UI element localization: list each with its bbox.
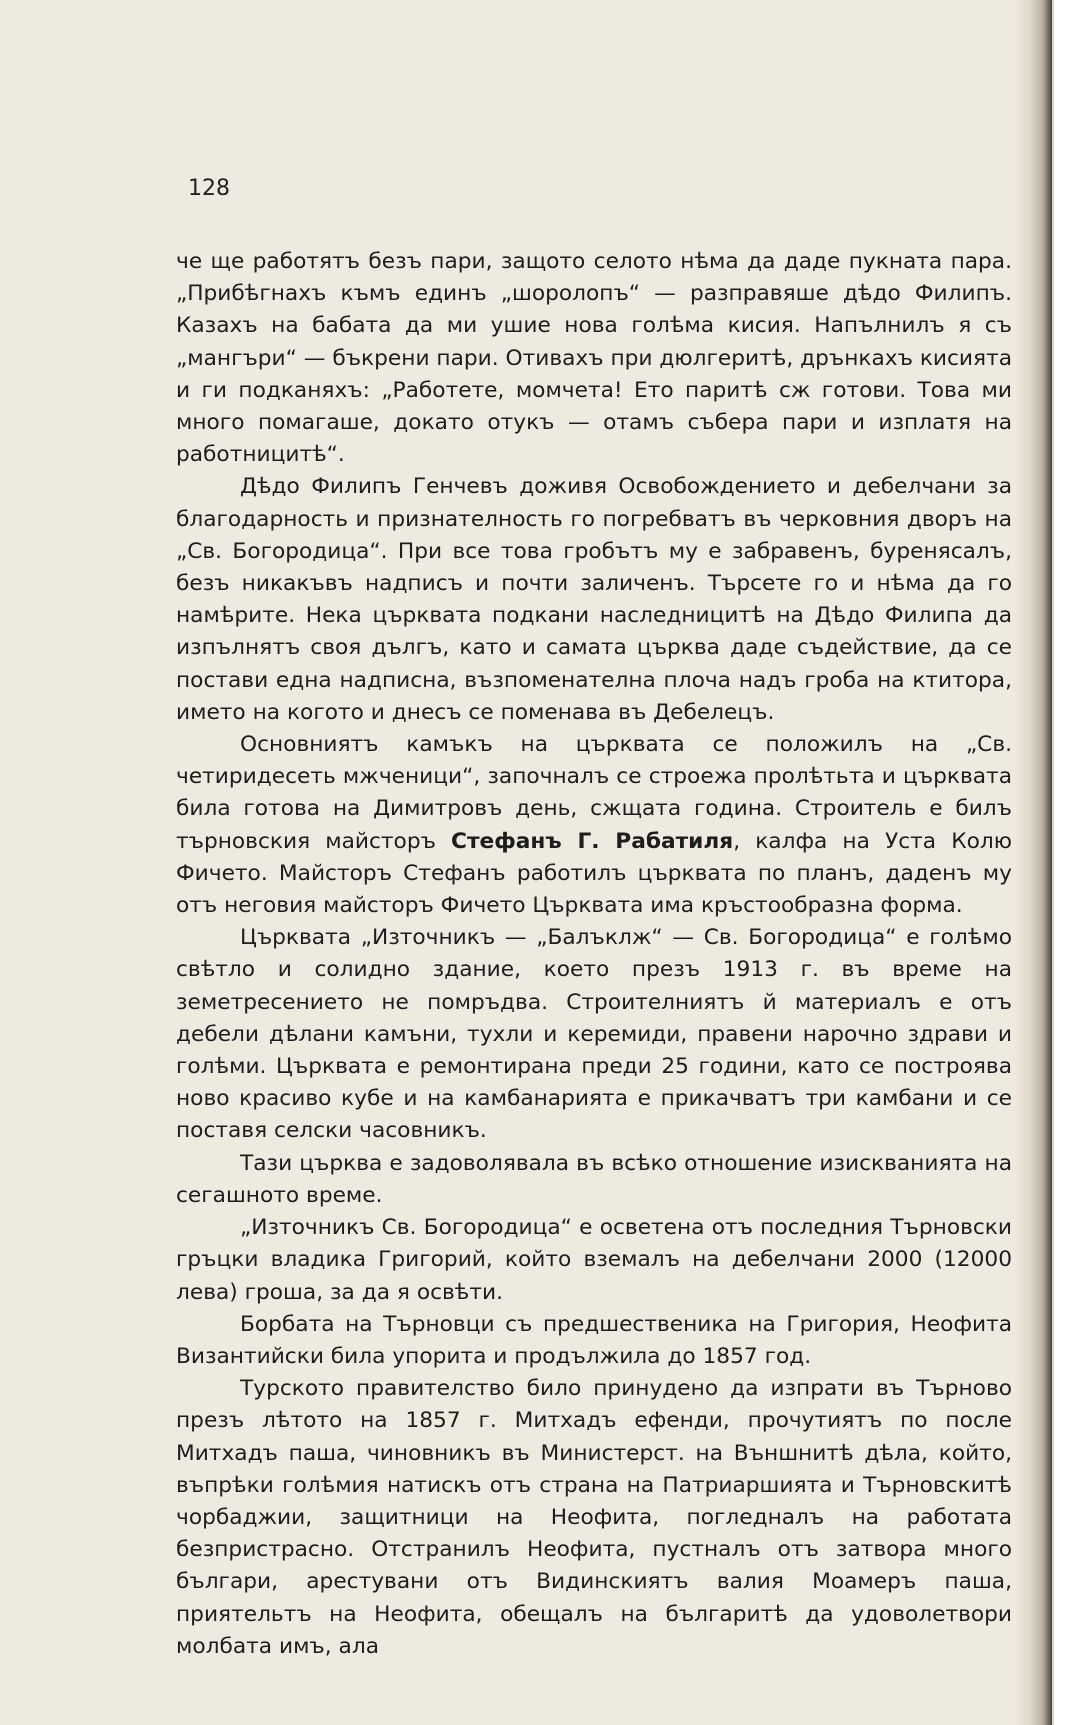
paragraph-text: Основниятъ камъкъ на църквата се положилъ на „Св. четиридесеть мжченици“, започналъ се строежа пролѣтьта и църквата била готова на Димитровъ день, сжщата година. Строитель е билъ търновския майсторъ (176, 732, 1012, 854)
paragraph-text: че ще работятъ безъ пари, защото селото нѣма да даде пукната пара. „Прибѣгнахъ къмъ единъ „шоролопъ“ — разправяше дѣдо Филипъ. Казахъ на бабата да ми ушие нова голѣма кисия. Напълнилъ я съ „мангъри“ — бъкрени пари. Отивахъ при дюлгеритѣ, дрънкахъ кисията и ги подканяхъ: „Работете, момчета! Ето паритѣ сж готови. Това ми много помагаше, докато отукъ — отамъ събера пари и изплатя на работницитѣ“. (176, 249, 1012, 468)
paragraph (176, 1309, 1012, 1373)
paragraph-text: „Източникъ Св. Богородица“ е осветена отъ последния Търновски гръцки владика Григорий, който вземалъ на дебелчани 2000 (12000 лева) гроша, за да я освѣти. (176, 1215, 1012, 1305)
paragraph (176, 246, 1012, 471)
paragraph (176, 1212, 1012, 1309)
paragraph (176, 1148, 1012, 1212)
page-number: 128 (188, 176, 230, 201)
paragraph (176, 729, 1012, 922)
paragraph-text: Тази църква е задоволявала въ всѣко отношение изискванията на сегашното време. (176, 1150, 1012, 1208)
page-binding-shadow (1014, 0, 1052, 1725)
paragraph-text: Църквата „Източникъ — „Балъклж“ — Св. Богородица“ е голѣмо свѣтло и солидно здание, което презъ 1913 г. въ време на земетресението не помръдва. Строителниятъ й материалъ е отъ дебели дѣлани камъни, тухли и керемиди, правени нарочно здрави и голѣми. Църквата е ремонтирана преди 25 години, като се построява ново красиво кубе и на камбанарията е прикачватъ три камбани и се поставя селски часовникъ. (176, 925, 1012, 1144)
paragraph-text: Турското правителство било принудено да изпрати въ Търново презъ лѣтото на 1857 г. Митхадъ ефенди, прочутиятъ по после Митхадъ паша, чиновникъ въ Министерст. на Външнитѣ дѣла, който, въпрѣки голѣмия натискъ отъ страна на Патриаршията и Търновскитѣ чорбаджии, защитници на Неофита, погледналъ на работата безпристрасно. Отстранилъ Неофита, пустналъ отъ затвора много българи, арестувани отъ Видинскиятъ валия Моамеръ паша, приятельтъ на Неофита, обещалъ на българитѣ да удоволетвори молбата имъ, ала (176, 1376, 1012, 1659)
paragraph-text: Дѣдо Филипъ Генчевъ доживя Освобождението и дебелчани за благодарность и признателность го погребватъ въ черковния дворъ на „Св. Богородица“. При все това гробътъ му е забравенъ, буренясалъ, безъ никакъвъ надписъ и почти заличенъ. Търсете го и нѣма да го намѣрите. Нека църквата подкани наследницитѣ на Дѣдо Филипа да изпълнятъ своя дългъ, като и самата църква даде съдействие, да се постави една надписна, възпоменателна плоча надъ гроба на ктитора, името на когото и днесъ се поменава въ Дебелецъ. (176, 474, 1012, 725)
paragraph-text: Борбата на Търновци съ предшественика на Григория, Неофита Византийски била упорита и продължила до 1857 год. (176, 1311, 1012, 1369)
paragraph (176, 1373, 1012, 1663)
paragraph (176, 471, 1012, 729)
paragraph (176, 922, 1012, 1147)
bold-name-text: Стефанъ Г. Рабатиля (451, 828, 734, 854)
page-text-body (176, 246, 1012, 1663)
paragraph-text: , калфа на Уста Колю Фичето. Майсторъ Стефанъ работилъ църквата по планъ, даденъ му отъ неговия майсторъ Фичето Църквата има кръстообразна форма. (176, 828, 1012, 919)
